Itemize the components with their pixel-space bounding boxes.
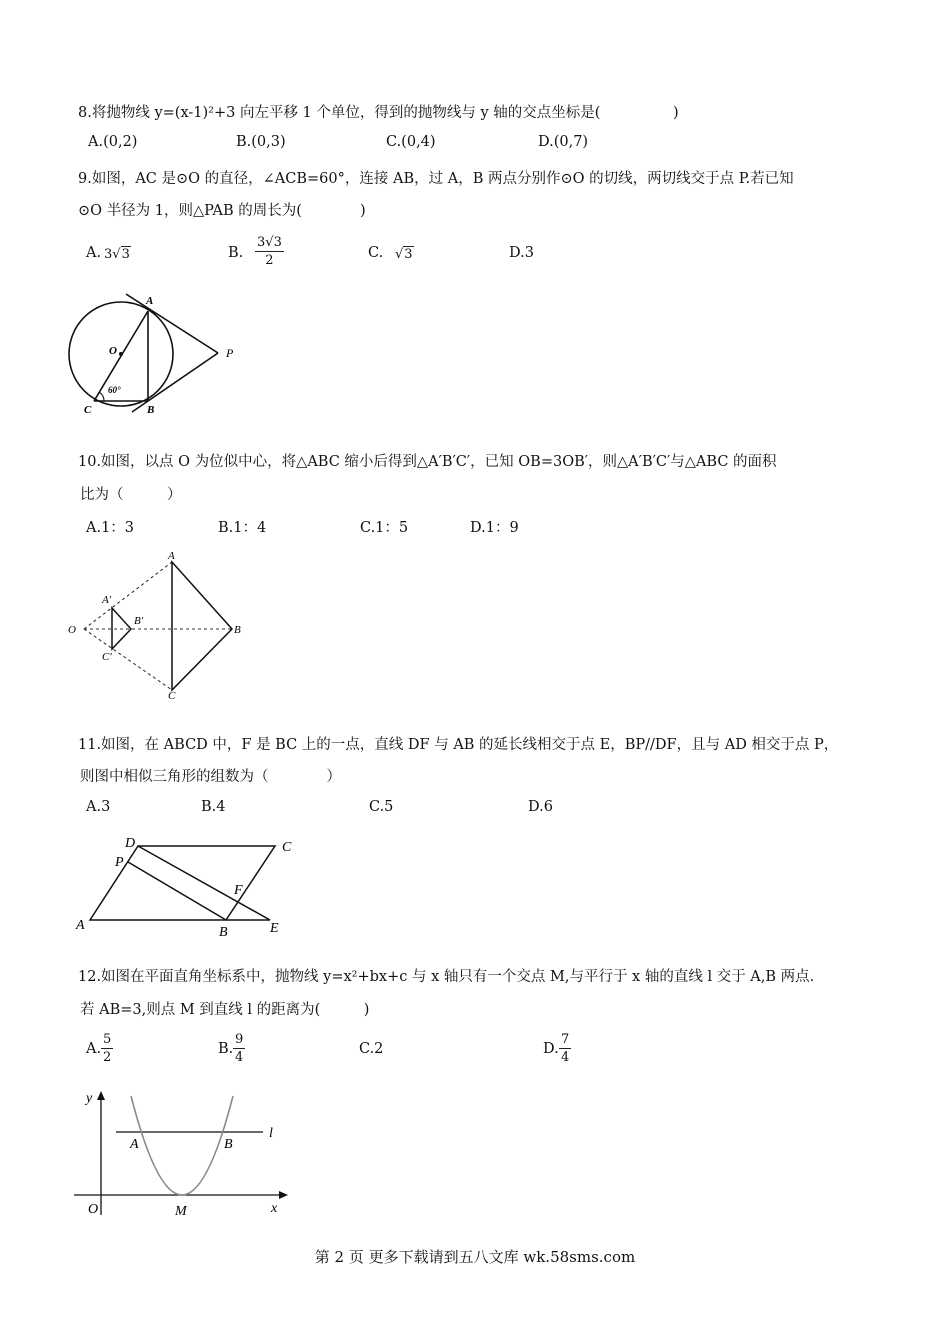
q9-option-a-label: A. xyxy=(86,245,102,261)
q12-parabola-figure xyxy=(70,1085,295,1225)
q10-homothety-figure xyxy=(62,548,247,700)
q10-stem-line2: 比为（ ） xyxy=(80,487,182,503)
q12-option-a-numerator: 5 xyxy=(103,1032,112,1047)
center-point xyxy=(119,352,123,356)
radical-sign-icon: √ xyxy=(112,247,121,262)
q8-option-b: B.(0,3) xyxy=(236,134,286,150)
label-o: O xyxy=(68,624,76,636)
q12-option-b-label: B. xyxy=(218,1041,234,1057)
q9-option-a-value xyxy=(104,247,131,262)
label-angle: 60° xyxy=(108,385,121,395)
label-p: P xyxy=(226,346,234,360)
label-o: O xyxy=(88,1202,99,1217)
label-p: P xyxy=(115,855,124,870)
label-f: F xyxy=(234,883,243,898)
label-a: A xyxy=(76,918,85,933)
q10-option-a: A.1：3 xyxy=(86,520,135,536)
q9-option-b-denominator: 2 xyxy=(265,253,274,268)
q11-option-a: A.3 xyxy=(86,799,111,815)
label-a: A xyxy=(168,550,175,562)
label-c: C xyxy=(84,404,92,416)
q12-option-b-denominator: 4 xyxy=(235,1050,244,1065)
tangent-line-b xyxy=(132,353,218,412)
q8-option-d: D.(0,7) xyxy=(538,134,589,150)
label-c-prime: C′ xyxy=(102,651,112,663)
q9-stem-line2: ⊙O 半径为 1，则△PAB 的周长为( ) xyxy=(78,203,366,219)
label-m: M xyxy=(175,1204,187,1219)
q10-option-b: B.1：4 xyxy=(218,520,267,536)
q9-option-b-numerator xyxy=(255,235,284,252)
radical-sign-icon: √ xyxy=(395,247,404,262)
radical-sign-icon: √ xyxy=(265,235,274,250)
q12-option-a-label: A. xyxy=(86,1041,102,1057)
angle-arc xyxy=(99,392,104,401)
q8-option-c: C.(0,4) xyxy=(386,134,436,150)
q11-option-b: B.4 xyxy=(201,799,226,815)
q12-option-a-denominator: 2 xyxy=(103,1050,112,1065)
parabola-curve xyxy=(131,1096,233,1195)
label-d: D xyxy=(125,836,136,851)
label-y: y xyxy=(86,1091,93,1106)
q9-option-c-label: C. xyxy=(368,245,384,261)
q12-option-d-label: D. xyxy=(543,1041,559,1057)
dashed-oa xyxy=(84,562,172,629)
q10-option-c: C.1：5 xyxy=(360,520,409,536)
q9-option-b-fraction xyxy=(255,235,284,268)
q12-stem-line1: 12.如图在平面直角坐标系中，抛物线 y=x²+bx+c 与 x 轴只有一个交点 M,与平行于 x 轴的直线 l 交于 A,B 两点. xyxy=(78,969,815,985)
q11-option-c: C.5 xyxy=(369,799,394,815)
label-a: A xyxy=(130,1137,139,1152)
q12-option-a-fraction xyxy=(101,1032,113,1065)
y-axis-arrow-icon xyxy=(97,1091,105,1100)
page-footer: 第 2 页 更多下载请到五八文库 wk.58sms.com xyxy=(314,1248,636,1266)
q8-stem: 8.将抛物线 y=(x-1)²+3 向左平移 1 个单位，得到的抛物线与 y 轴的交点坐标是( ) xyxy=(78,105,679,121)
label-b: B xyxy=(224,1137,233,1152)
dashed-oc xyxy=(84,629,172,690)
q12-option-d-numerator: 7 xyxy=(561,1032,570,1047)
q9-option-b-num-coef: 3 xyxy=(257,235,266,250)
q12-option-c: C.2 xyxy=(359,1041,384,1057)
label-b: B xyxy=(234,624,241,636)
q12-option-b-numerator: 9 xyxy=(235,1032,244,1047)
q11-option-d: D.6 xyxy=(528,799,553,815)
line-bp xyxy=(128,862,226,920)
label-l: l xyxy=(269,1126,273,1141)
q11-stem-line2: 则图中相似三角形的组数为（ ） xyxy=(80,769,341,785)
q12-stem-line2: 若 AB=3,则点 M 到直线 l 的距离为( ) xyxy=(80,1002,370,1018)
label-e: E xyxy=(270,921,279,936)
q9-option-c-radicand: 3 xyxy=(404,247,413,262)
q10-option-d: D.1：9 xyxy=(470,520,519,536)
q9-option-c-value xyxy=(395,247,414,262)
label-b: B xyxy=(147,404,155,416)
q12-option-d-denominator: 4 xyxy=(561,1050,570,1065)
q10-stem-line1: 10.如图，以点 O 为位似中心，将△ABC 缩小后得到△A′B′C′，已知 OB=3OB′，则△A′B′C′与△ABC 的面积 xyxy=(78,454,777,470)
label-a: A xyxy=(146,295,154,307)
label-a-prime: A′ xyxy=(102,594,112,606)
q9-option-a-coef: 3 xyxy=(104,247,113,262)
label-c: C xyxy=(168,690,176,702)
q11-stem-line1: 11.如图，在 ABCD 中，F 是 BC 上的一点，直线 DF 与 AB 的延长线相交于点 E，BP//DF，且与 AD 相交于点 P， xyxy=(78,737,839,753)
label-o: O xyxy=(109,345,117,357)
q8-option-a: A.(0,2) xyxy=(88,134,138,150)
label-x: x xyxy=(271,1201,278,1216)
q9-option-d: D.3 xyxy=(509,245,534,261)
q12-option-d-fraction xyxy=(559,1032,571,1065)
x-axis-arrow-icon xyxy=(279,1191,288,1199)
q9-circle-figure xyxy=(60,290,250,420)
q9-stem-line1: 9.如图，AC 是⊙O 的直径，∠ACB=60°，连接 AB，过 A，B 两点分别作⊙O 的切线，两切线交于点 P.若已知 xyxy=(78,171,794,187)
q11-parallelogram-figure xyxy=(70,832,300,942)
q12-option-b-fraction xyxy=(233,1032,245,1065)
triangle-abc xyxy=(172,562,232,690)
label-b-prime: B′ xyxy=(134,615,144,627)
q9-option-a-radicand: 3 xyxy=(121,247,130,262)
q9-option-b-num-radicand: 3 xyxy=(273,235,282,250)
q9-option-b-label: B. xyxy=(228,245,244,261)
label-c: C xyxy=(282,840,292,855)
label-b: B xyxy=(219,925,228,940)
